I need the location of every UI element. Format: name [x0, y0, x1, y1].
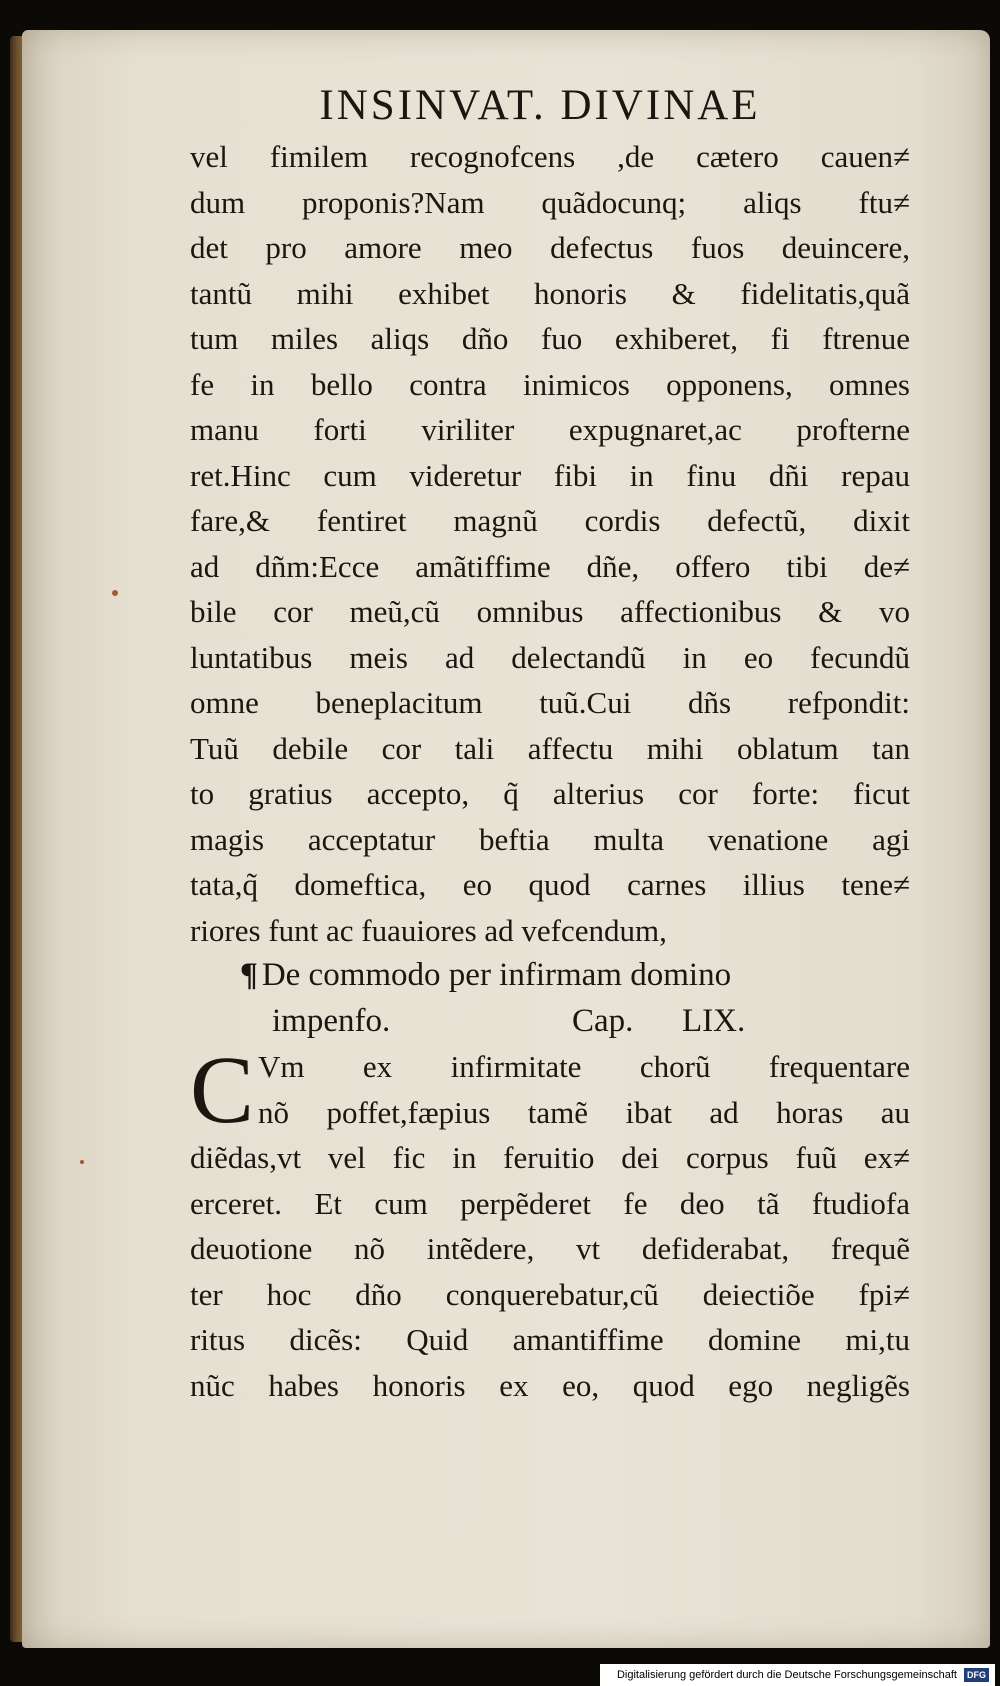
text-line: vel fimilem recognofcens ,de cætero cauen≠	[190, 139, 910, 174]
body-text	[190, 134, 910, 1408]
text-line: Tuũ debile cor tali affectu mihi oblatum tan	[190, 730, 910, 766]
text-line: fe in bello contra inimicos opponens, omnes	[190, 366, 910, 402]
drop-cap-initial: C	[190, 1036, 255, 1143]
text-line: ter hoc dño conquerebatur,cũ deiectiõe fpi≠	[190, 1276, 910, 1312]
text-line: omne beneplacitum tuũ.Cui dñs refpondit:	[190, 685, 910, 720]
chapter-title-line2: impenfo.	[272, 1002, 391, 1039]
chapter-label: Cap.	[572, 1002, 634, 1039]
text-line: Vm ex infirmitate chorũ frequentare	[258, 1049, 910, 1084]
text-line: to gratius accepto, q̃ alterius cor forte: ficut	[190, 776, 910, 811]
text-line: fare,& fentiret magnũ cordis defectũ, dixit	[190, 503, 910, 538]
text-line: diẽdas,vt vel fic in feruitio dei corpus fuũ ex≠	[190, 1140, 910, 1175]
text-line: nũc habes honoris ex eo, quod ego negligẽs	[190, 1367, 910, 1403]
text-line: luntatibus meis ad delectandũ in eo fecundũ	[190, 639, 910, 675]
text-line: erceret. Et cum perpẽderet fe deo tã ftudiofa	[190, 1185, 910, 1221]
text-line: ret.Hinc cum videretur fibi in finu dñi repau	[190, 457, 910, 493]
text-line: ad dñm:Ecce amãtiffime dñe, offero tibi de≠	[190, 548, 910, 584]
text-line: det pro amore meo defectus fuos deuincere,	[190, 230, 910, 265]
chapter-opening	[190, 1036, 910, 1143]
text-line: tum miles aliqs dño fuo exhiberet, fi ftrenue	[190, 321, 910, 356]
text-line: bile cor meũ,cũ omnibus affectionibus & vo	[190, 594, 910, 629]
dfg-logo: DFG	[964, 1668, 989, 1682]
text-line: tantũ mihi exhibet honoris & fidelitatis,quã	[190, 275, 910, 311]
credit-text: Digitalisierung gefördert durch die Deutsche Forschungsgemeinschaft	[616, 1669, 957, 1681]
text-line: dum proponis?Nam quãdocunq; aliqs ftu≠	[190, 184, 910, 220]
running-head: INSINVAT. DIVINAE	[319, 82, 761, 129]
chapter-title-line1: De commodo per infirmam domino	[261, 957, 732, 993]
text-line: manu forti viriliter expugnaret,ac profterne	[190, 412, 910, 447]
chapter-heading	[190, 953, 910, 999]
chapter-number: LIX.	[682, 1002, 746, 1039]
pilcrow-mark: ¶	[240, 957, 258, 993]
text-line: magis acceptatur beftia multa venatione agi	[190, 821, 910, 857]
text-line: deuotione nõ intẽdere, vt defiderabat, frequẽ	[190, 1231, 910, 1266]
text-line: tata,q̃ domeftica, eo quod carnes illius tene≠	[190, 867, 910, 902]
digitization-credit	[600, 1664, 995, 1686]
chapter-heading-second-line	[190, 999, 910, 1045]
text-line: riores funt ac fuauiores ad vefcendum,	[190, 912, 667, 948]
text-line: nõ poffet,fæpius tamẽ ibat ad horas au	[258, 1094, 910, 1130]
text-line: ritus dicẽs: Quid amantiffime domine mi,tu	[190, 1322, 910, 1357]
